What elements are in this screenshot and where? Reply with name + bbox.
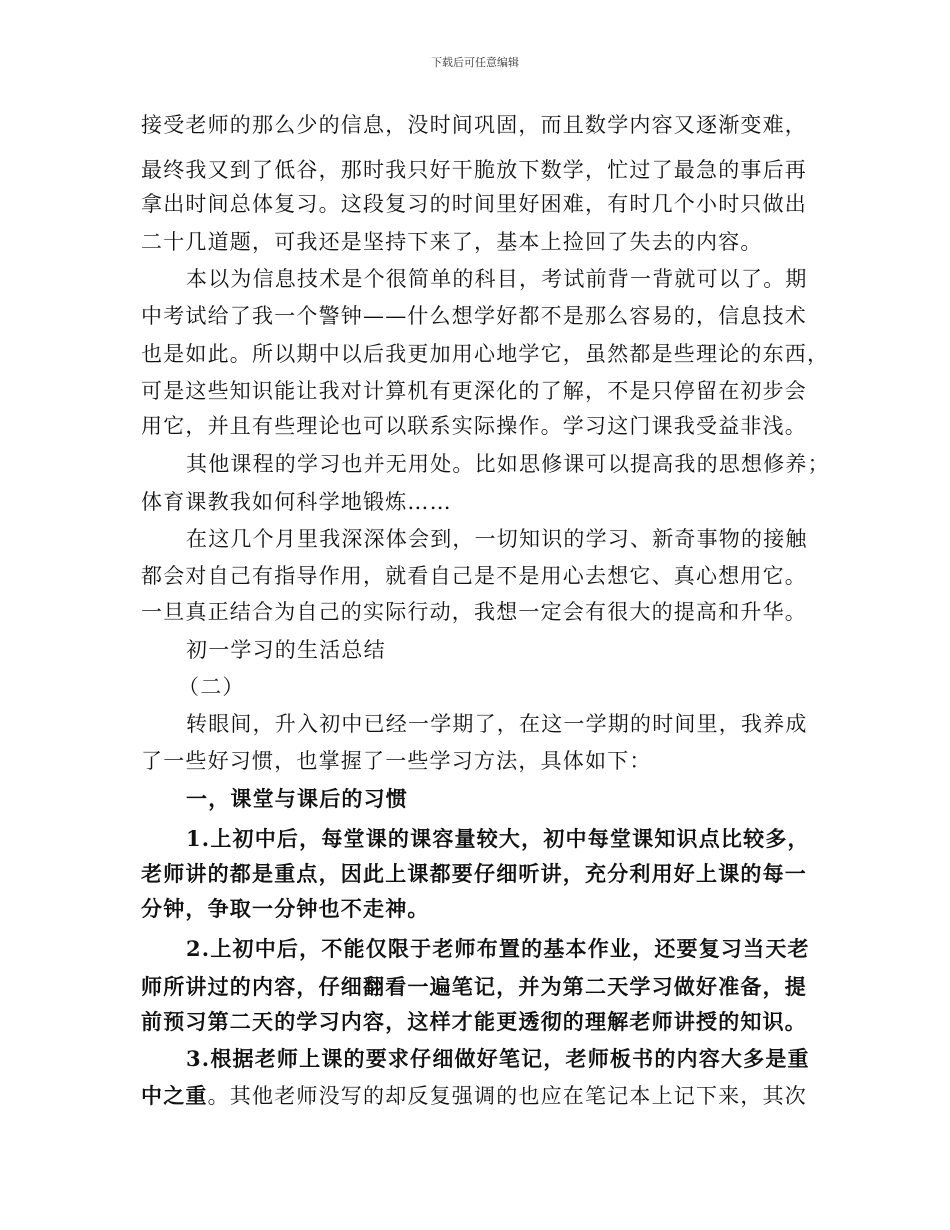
text-line: 在这几个月里我深深体会到，一切知识的学习、新奇事物的接触 — [186, 527, 808, 551]
text-line: 二十几道题，可我还是坚持下来了，基本上捡回了失去的内容。 — [141, 230, 763, 254]
bold-text-line: 2.上初中后，不能仅限于老师布置的基本作业，还要复习当天老 — [186, 936, 810, 961]
text-line: 转眼间，升入初中已经一学期了，在这一学期的时间里，我养成 — [186, 712, 808, 736]
text-line: 也是如此。所以期中以后我更加用心地学它，虽然都是些理论的东西， — [141, 342, 830, 366]
section-title: 初一学习的生活总结 — [186, 638, 386, 662]
text-line: 了一些好习惯，也掌握了一些学习方法，具体如下： — [141, 749, 652, 773]
text-line: 其他课程的学习也并无用处。比如思修课可以提高我的思想修养； — [186, 452, 830, 476]
bold-text-line: 3.根据老师上课的要求仔细做好笔记，老师板书的内容大多是重 — [186, 1046, 810, 1071]
text-line: 接受老师的那么少的信息，没时间巩固，而且数学内容又逐渐变难， — [141, 113, 807, 137]
bold-text-line: 师所讲过的内容，仔细翻看一遍笔记，并为第二天学习做好准备，提 — [141, 974, 807, 999]
text-line: 一旦真正结合为自己的实际行动，我想一定会有很大的提高和升华。 — [141, 600, 807, 624]
text-line: 都会对自己有指导作用，就看自己是不是用心去想它、真心想用它。 — [141, 564, 807, 588]
bold-fragment: 中之重 — [141, 1083, 208, 1108]
page-header: 下载后可任意编辑 — [431, 56, 519, 69]
text-line: 拿出时间总体复习。这段复习的时间里好困难，有时几个小时只做出 — [141, 192, 807, 216]
text-line: 用它，并且有些理论也可以联系实际操作。学习这门课我受益非浅。 — [141, 414, 807, 438]
bold-text-line: 老师讲的都是重点，因此上课都要仔细听讲，充分利用好上课的每一 — [141, 861, 807, 886]
mixed-text-line — [141, 1080, 807, 1110]
text-line: 中考试给了我一个警钟——什么想学好都不是那么容易的，信息技术 — [141, 304, 807, 328]
text-line: 最终我又到了低谷，那时我只好干脆放下数学，忙过了最急的事后再 — [141, 158, 807, 182]
section-number: （二） — [178, 675, 245, 699]
normal-fragment: 。其他老师没写的却反复强调的也应在笔记本上记下来，其次 — [207, 1084, 808, 1108]
bold-text-line: 前预习第二天的学习内容，这样才能更透彻的理解老师讲授的知识。 — [141, 1009, 807, 1034]
text-line: 体育课教我如何科学地锻炼…… — [141, 490, 452, 514]
bold-text-line: 1.上初中后，每堂课的课容量较大，初中每堂课知识点比较多， — [186, 826, 810, 851]
bold-text-line: 分钟，争取一分钟也不走神。 — [141, 896, 430, 921]
text-line: 可是这些知识能让我对计算机有更深化的了解，不是只停留在初步会 — [141, 379, 807, 403]
subheading: 一，课堂与课后的习惯 — [186, 786, 408, 811]
text-line: 本以为信息技术是个很简单的科目，考试前背一背就可以了。期 — [186, 267, 808, 291]
